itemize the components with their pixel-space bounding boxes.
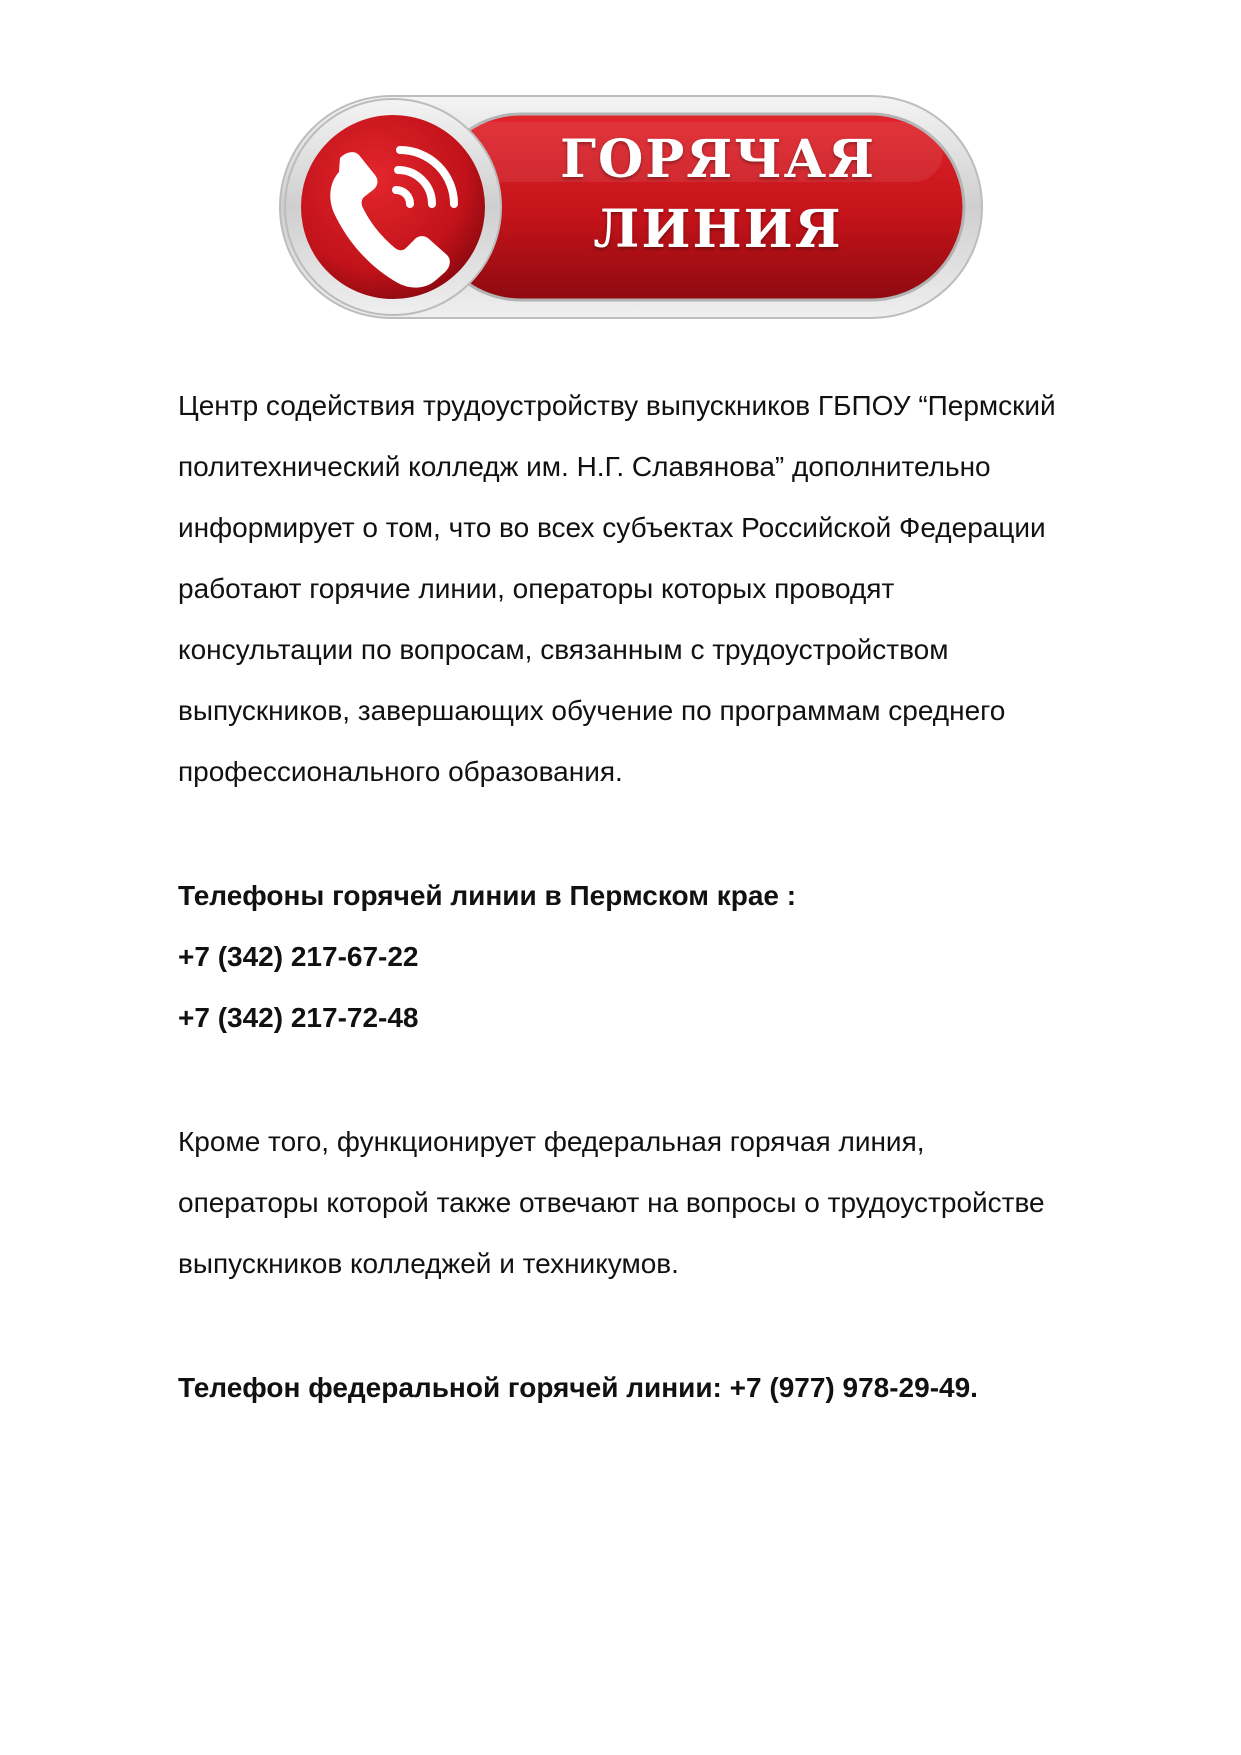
regional-phone: +7 (342) 217-67-22 [178, 941, 419, 972]
federal-info-line: выпускников колледжей и техникумов. [178, 1248, 679, 1279]
federal-hotline-phone: Телефон федеральной горячей линии: +7 (977) 978-29-49. [178, 1372, 978, 1403]
intro-line: Центр содействия трудоустройству выпускников ГБПОУ “Пермский [178, 390, 1056, 421]
federal-info-line: операторы которой также отвечают на вопросы о трудоустройстве [178, 1187, 1045, 1218]
intro-line: работают горячие линии, операторы которых проводят [178, 573, 895, 604]
intro-line: выпускников, завершающих обучение по программам среднего [178, 695, 1006, 726]
spacer [178, 1294, 1158, 1357]
intro-line: консультации по вопросам, связанным с трудоустройством [178, 634, 949, 665]
intro-line: политехнический колледж им. Н.Г. Славянова” дополнительно [178, 451, 991, 482]
federal-info-paragraph [178, 1111, 1158, 1294]
federal-info-line: Кроме того, функционирует федеральная горячая линия, [178, 1126, 925, 1157]
hotline-banner [278, 92, 984, 322]
intro-paragraph [178, 375, 1158, 802]
intro-line: профессионального образования. [178, 756, 623, 787]
spacer [178, 1048, 1158, 1111]
regional-hotline-heading: Телефоны горячей линии в Пермском крае : [178, 880, 797, 911]
banner-title-line2: ЛИНИЯ [593, 199, 843, 260]
intro-line: информирует о том, что во всех субъектах Российской Федерации [178, 512, 1046, 543]
document-body [178, 375, 1158, 1418]
spacer [178, 802, 1158, 865]
banner-title-line1: ГОРЯЧАЯ [560, 129, 876, 190]
regional-phone: +7 (342) 217-72-48 [178, 1002, 419, 1033]
